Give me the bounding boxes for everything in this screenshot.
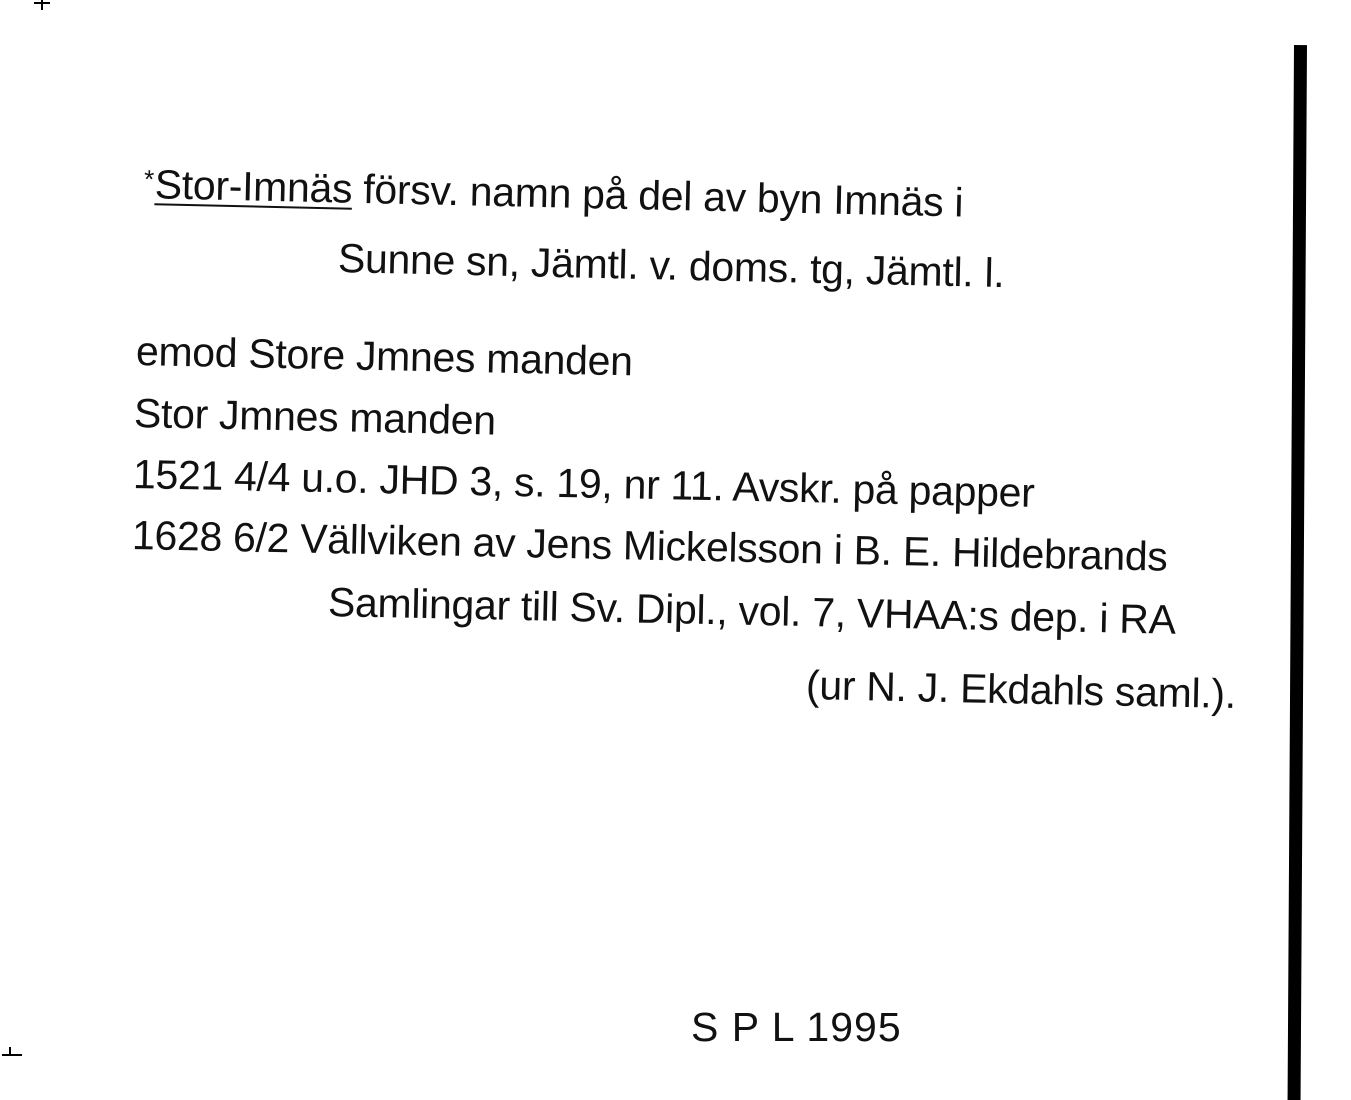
entry-heading-line	[143, 161, 964, 226]
definition-text: försv. namn på del av byn Imnäs i	[351, 165, 964, 226]
definition-continuation: Sunne sn, Jämtl. v. doms. tg, Jämtl. l.	[337, 235, 1005, 297]
source-line-1: 1521 4/4 u.o. JHD 3, s. 19, nr 11. Avskr. på papper	[132, 451, 1035, 516]
corner-crop-mark-top	[32, 0, 52, 10]
card-edge-border	[1288, 45, 1307, 1100]
form-line-1: emod Store Jmnes manden	[135, 328, 634, 385]
form-line-2: Stor Jmnes manden	[133, 390, 497, 444]
signature: S P L 1995	[691, 1004, 902, 1050]
source-line-4: (ur N. J. Ekdahls saml.).	[805, 662, 1237, 717]
asterisk-mark: *	[143, 164, 155, 195]
headword: Stor-Imnäs	[154, 161, 353, 212]
source-line-3: Samlingar till Sv. Dipl., vol. 7, VHAA:s dep. i RA	[327, 579, 1177, 643]
source-line-2: 1628 6/2 Vällviken av Jens Mickelsson i B. E. Hildebrands	[131, 512, 1169, 580]
corner-crop-mark-bottom	[0, 1045, 24, 1061]
